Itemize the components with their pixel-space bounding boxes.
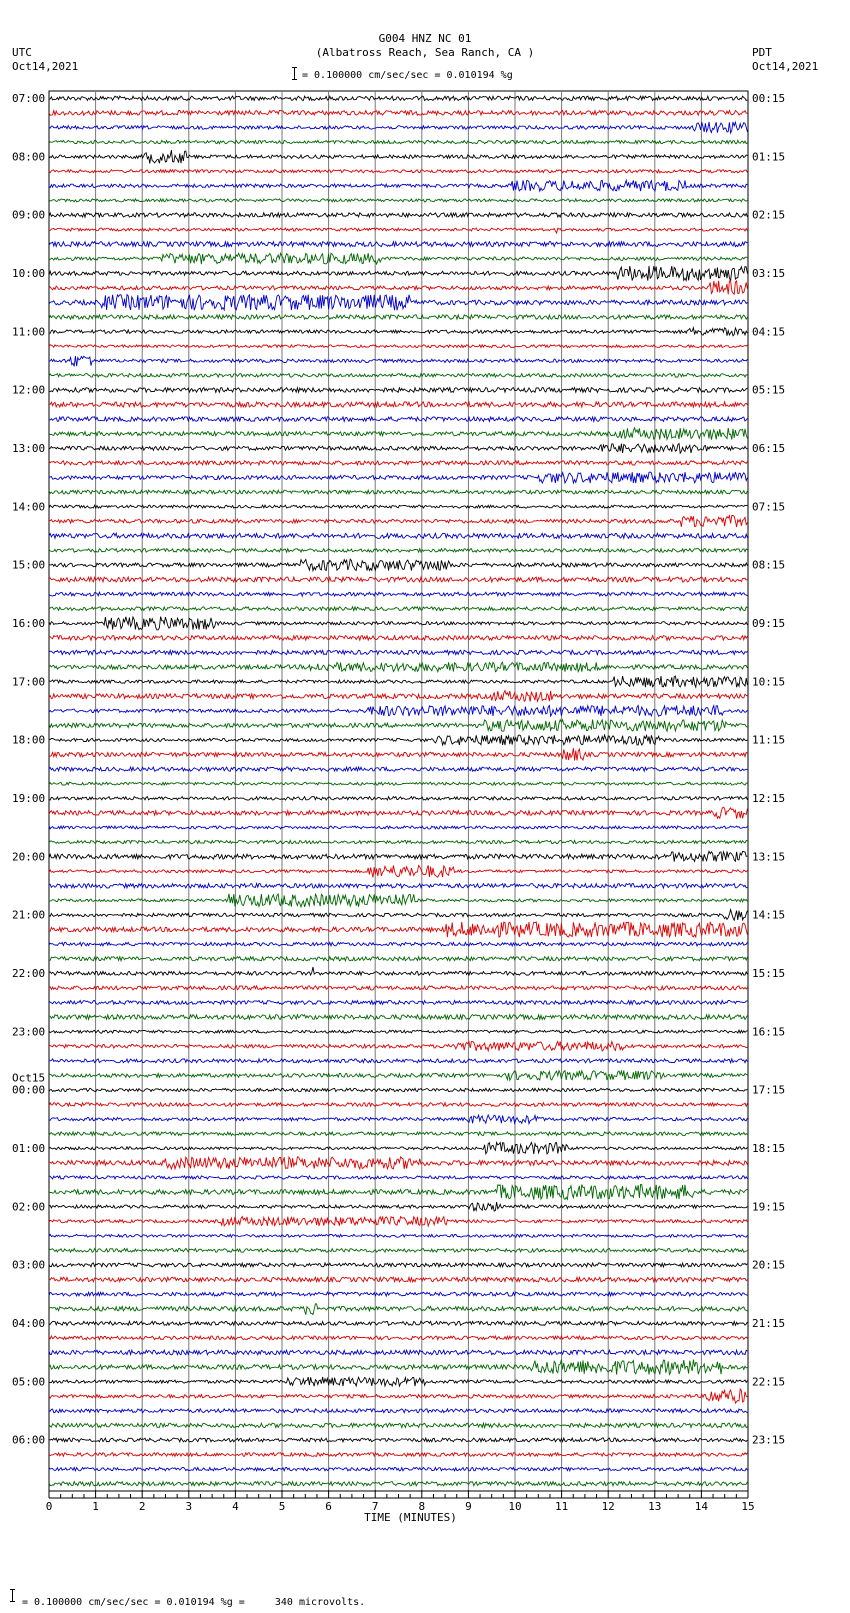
right-time-label: 00:15 (752, 92, 786, 105)
trace-line (49, 356, 747, 366)
trace-line (49, 388, 747, 393)
trace-line (49, 967, 747, 975)
left-time-label: 17:00 (12, 675, 46, 689)
trace-line (49, 266, 747, 281)
right-time-label: 02:15 (752, 208, 786, 222)
right-time-label: 16:15 (752, 1025, 786, 1039)
left-time-label: 01:00 (12, 1142, 46, 1155)
trace-line (49, 140, 747, 143)
trace-line (49, 1143, 747, 1155)
trace-line (49, 1217, 747, 1226)
right-time-label: 14:15 (752, 908, 786, 922)
trace-line (49, 1292, 747, 1296)
left-time-label: 00:00 (12, 1083, 46, 1097)
trace-line (49, 986, 747, 990)
trace-line (49, 851, 747, 861)
trace-line (49, 957, 747, 961)
left-time-label: 20:00 (12, 850, 46, 864)
trace-line (49, 1132, 747, 1136)
trace-line (49, 328, 747, 336)
x-tick-label: 14 (694, 1500, 709, 1513)
trace-line (49, 1438, 747, 1442)
trace-line (49, 676, 747, 687)
date-change-label: Oct15 (12, 1071, 46, 1085)
left-time-label: 06:00 (12, 1433, 46, 1447)
x-tick-label: 13 (648, 1500, 662, 1513)
trace-line (49, 865, 747, 877)
trace-line (49, 1321, 747, 1325)
trace-line (49, 461, 747, 465)
trace-line (49, 706, 747, 717)
trace-line (49, 1389, 747, 1403)
trace-line (49, 559, 747, 570)
trace-line (49, 516, 747, 528)
trace-line (49, 1234, 747, 1237)
plot-frame (49, 91, 748, 1491)
trace-line (49, 1071, 747, 1081)
trace-line (49, 96, 747, 100)
x-tick-label: 6 (325, 1500, 332, 1513)
trace-line (49, 1336, 747, 1340)
trace-line (49, 295, 747, 311)
left-time-label: 09:00 (12, 208, 46, 222)
trace-line (49, 345, 747, 348)
trace-line (49, 505, 747, 508)
footer-scale-text: = 0.100000 cm/sec/sec = 0.010194 %g = 340 microvolts. (22, 1597, 366, 1608)
trace-line (49, 111, 747, 116)
right-time-label: 12:15 (752, 792, 786, 805)
trace-line (49, 428, 747, 440)
left-timezone: UTC (12, 46, 32, 59)
left-time-label: 23:00 (12, 1025, 46, 1039)
trace-line (49, 1304, 747, 1315)
left-time-label: 16:00 (12, 617, 46, 630)
trace-line (49, 1277, 747, 1282)
title-line-1: G004 HNZ NC 01 (378, 32, 472, 45)
trace-line (49, 840, 747, 843)
trace-line (49, 199, 747, 202)
trace-line (49, 1377, 747, 1386)
trace-line (49, 170, 747, 173)
left-time-label: 03:00 (12, 1258, 46, 1272)
trace-line (49, 748, 747, 760)
trace-line (49, 1467, 747, 1470)
right-time-label: 09:15 (752, 617, 786, 630)
left-time-label: 05:00 (12, 1375, 46, 1389)
left-time-label: 12:00 (12, 383, 46, 397)
trace-line (49, 150, 747, 163)
right-time-label: 15:15 (752, 967, 786, 980)
left-time-label: 04:00 (12, 1317, 46, 1330)
title-line-2: (Albatross Reach, Sea Ranch, CA ) (315, 46, 535, 59)
x-tick-label: 0 (45, 1500, 53, 1513)
left-time-label: 11:00 (12, 325, 46, 339)
trace-line (49, 1157, 747, 1169)
x-tick-label: 12 (601, 1500, 615, 1513)
trace-line (49, 228, 747, 233)
trace-line (49, 402, 747, 407)
x-tick-label: 15 (741, 1500, 755, 1513)
left-time-label: 14:00 (12, 500, 46, 514)
trace-line (49, 636, 747, 641)
x-tick-label: 5 (278, 1500, 286, 1513)
right-time-label: 18:15 (752, 1142, 786, 1155)
x-tick-label: 7 (371, 1500, 379, 1513)
x-tick-label: 10 (508, 1500, 522, 1513)
right-time-label: 13:15 (752, 850, 786, 864)
left-time-label: 08:00 (12, 150, 46, 164)
trace-line (49, 1423, 747, 1428)
trace-line (49, 315, 747, 320)
left-time-label: 18:00 (12, 733, 46, 747)
x-tick-label: 3 (185, 1500, 193, 1513)
right-time-label: 06:15 (752, 442, 786, 455)
trace-line (49, 1263, 747, 1267)
right-time-label: 07:15 (752, 500, 786, 514)
trace-line (49, 180, 747, 191)
trace-line (49, 720, 747, 732)
trace-line (49, 1249, 747, 1253)
left-time-label: 13:00 (12, 442, 46, 455)
trace-line (49, 374, 747, 378)
left-time-label: 21:00 (12, 908, 46, 922)
trace-line (49, 1202, 747, 1211)
trace-line (49, 797, 747, 800)
x-tick-label: 2 (138, 1500, 146, 1513)
trace-line (49, 1030, 747, 1033)
trace-line (49, 894, 747, 907)
trace-line (49, 607, 747, 611)
trace-line (49, 592, 747, 596)
trace-line (49, 782, 747, 785)
trace-line (49, 1350, 747, 1355)
trace-line (49, 1059, 747, 1063)
trace-line (49, 1482, 747, 1486)
right-time-label: 19:15 (752, 1200, 786, 1214)
right-time-label: 17:15 (752, 1083, 786, 1097)
x-tick-label: 4 (232, 1500, 239, 1513)
right-time-label: 21:15 (752, 1317, 786, 1330)
trace-line (49, 577, 747, 582)
footer-scale-icon (10, 1589, 16, 1602)
right-time-label: 20:15 (752, 1258, 786, 1272)
trace-line (49, 691, 747, 702)
trace-line (49, 884, 747, 889)
right-time-label: 01:15 (752, 150, 786, 164)
trace-line (49, 1115, 747, 1124)
trace-line (49, 617, 747, 630)
trace-line (49, 1001, 747, 1005)
right-time-label: 10:15 (752, 675, 786, 689)
trace-line (49, 472, 747, 483)
trace-line (49, 1042, 747, 1052)
right-time-label: 04:15 (752, 325, 786, 339)
trace-line (49, 242, 747, 247)
trace-line (49, 417, 747, 422)
trace-line (49, 549, 747, 553)
right-time-label: 08:15 (752, 558, 786, 572)
right-timezone: PDT (752, 46, 772, 59)
trace-line (49, 213, 747, 217)
trace-line (49, 1409, 747, 1413)
right-time-label: 05:15 (752, 383, 786, 397)
right-time-label: 11:15 (752, 733, 786, 747)
trace-line (49, 1103, 747, 1107)
left-time-label: 02:00 (12, 1200, 46, 1214)
trace-line (49, 910, 747, 921)
scale-text: = 0.100000 cm/sec/sec = 0.010194 %g (302, 70, 513, 81)
left-time-label: 19:00 (12, 792, 46, 805)
x-tick-label: 8 (418, 1500, 426, 1513)
trace-line (49, 662, 747, 671)
trace-line (49, 1360, 747, 1375)
trace-line (49, 281, 747, 295)
left-time-label: 15:00 (12, 558, 46, 572)
right-time-label: 22:15 (752, 1375, 786, 1389)
left-time-label: 22:00 (12, 967, 46, 980)
left-time-label: 10:00 (12, 267, 46, 280)
x-tick-label: 9 (465, 1500, 472, 1513)
trace-line (49, 807, 747, 819)
left-time-label: 07:00 (12, 92, 46, 105)
trace-line (49, 444, 747, 454)
x-axis-label: TIME (MINUTES) (364, 1511, 457, 1524)
trace-line (49, 1015, 747, 1020)
trace-line (49, 650, 747, 654)
right-date: Oct14,2021 (752, 60, 819, 73)
trace-line (49, 826, 747, 829)
trace-line (49, 533, 747, 538)
right-time-label: 23:15 (752, 1433, 786, 1447)
trace-line (49, 1185, 747, 1200)
x-tick-label: 1 (92, 1500, 99, 1513)
trace-line (49, 1453, 747, 1457)
trace-line (49, 253, 747, 264)
trace-line (49, 767, 747, 771)
trace-line (49, 942, 747, 946)
left-date: Oct14,2021 (12, 60, 79, 73)
trace-line (49, 1176, 747, 1179)
trace-line (49, 735, 747, 745)
trace-line (49, 1088, 747, 1091)
trace-line (49, 922, 747, 937)
trace-line (49, 490, 747, 494)
right-time-label: 03:15 (752, 267, 786, 280)
trace-line (49, 122, 747, 133)
x-tick-label: 11 (554, 1500, 569, 1513)
